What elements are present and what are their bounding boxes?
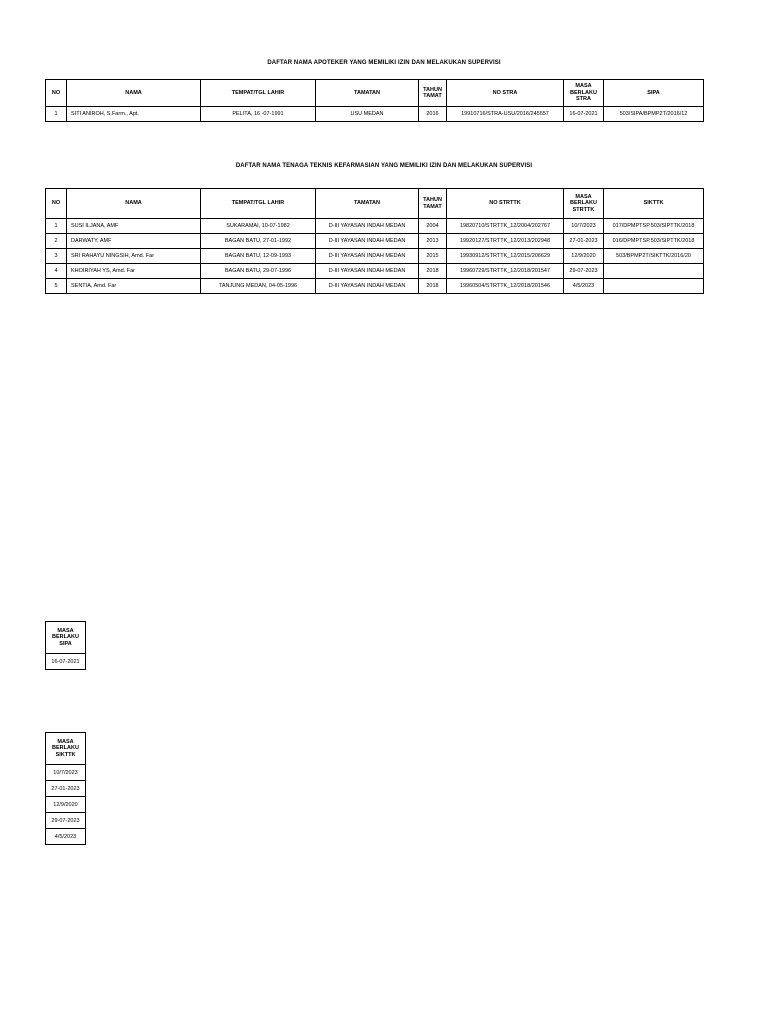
header-ttl: TEMPAT/TGL LAHIR [201,189,316,219]
cell-masa-berlaku: 29-07-2023 [46,813,86,829]
cell-nomor: 19960729/STRTTK_12/2018/201547 [447,264,564,279]
header-nama: NAMA [67,80,201,107]
cell-izin: 503/BPMP2T/SIKTTK/2016/20 [604,249,704,264]
cell-masa-berlaku: 27-01-2023 [46,781,86,797]
cell-ttl: PELITA, 16 -07-1991 [201,107,316,122]
cell-no: 2 [46,234,67,249]
cell-nama: KHOIRIYAH YS, Amd. Far [67,264,201,279]
table-header-row [46,80,704,107]
header-masa-berlaku: MASA BERLAKU STRTTK [564,189,604,219]
cell-izin: 016/DPMPTSP.503/SIPTTK/2018 [604,234,704,249]
cell-tahun-tamat: 2015 [419,249,447,264]
table-row [46,829,86,845]
cell-nama: DARWATY, AMF [67,234,201,249]
cell-ttl: SUKARAMAI, 10-07-1982 [201,219,316,234]
cell-ttl: TANJUNG MEDAN, 04-05-1996 [201,279,316,294]
cell-no: 5 [46,279,67,294]
cell-nomor: 19960504/STRTTK_12/2018/201546 [447,279,564,294]
cell-nama: SRI RAHAYU NINGSIH, Amd. Far [67,249,201,264]
header-tamatan: TAMATAN [316,80,419,107]
table-row [46,654,86,670]
cell-masa-berlaku: 16-07-2021 [564,107,604,122]
header-ttl: TEMPAT/TGL LAHIR [201,80,316,107]
cell-nomor: 19920127/STRTTK_12/2013/202948 [447,234,564,249]
cell-tamatan: D-III YAYASAN INDAH MEDAN [316,279,419,294]
cell-masa-berlaku: 10/7/2023 [564,219,604,234]
header-no-stra: NO STRA [447,80,564,107]
cell-nomor: 19930912/STRTTK_12/2015/206629 [447,249,564,264]
cell-tahun-tamat: 2013 [419,234,447,249]
header-masa-berlaku-sipa: MASA BERLAKU SIPA [46,622,86,654]
cell-tamatan: D-III YAYASAN INDAH MEDAN [316,264,419,279]
table-row [46,219,704,234]
cell-izin [604,264,704,279]
table-row [46,797,86,813]
table-row [46,279,704,294]
table-row [46,234,704,249]
cell-masa-berlaku: 12/9/2020 [564,249,604,264]
cell-masa-berlaku: 4/5/2023 [564,279,604,294]
cell-masa-berlaku: 10/7/2023 [46,765,86,781]
table-row [46,813,86,829]
table-row [46,107,704,122]
cell-tahun-tamat: 2018 [419,264,447,279]
cell-tahun-tamat: 2016 [419,107,447,122]
cell-no: 1 [46,107,67,122]
cell-ttl: BAGAN BATU, 27-01-1992 [201,234,316,249]
cell-tamatan: D-III YAYASAN INDAH MEDAN [316,234,419,249]
masa-sipa-table [45,621,86,670]
header-tamatan: TAMATAN [316,189,419,219]
cell-masa-berlaku: 29-07-2023 [564,264,604,279]
header-sipa: SIPA [604,80,704,107]
header-masa-berlaku-sikttk: MASA BERLAKU SIKTTK [46,733,86,765]
cell-izin: 503/SIPA/BPMP2T/2016/12 [604,107,704,122]
cell-nama: SITI ANIROH, S.Farm., Apt. [67,107,201,122]
table-row [46,781,86,797]
ttk-title: DAFTAR NAMA TENAGA TEKNIS KEFARMASIAN YANG MEMILIKI IZIN DAN MELAKUKAN SUPERVISI [235,163,533,169]
apoteker-table [45,79,704,122]
cell-masa-berlaku: 27-01-2023 [564,234,604,249]
cell-tamatan: D-III YAYASAN INDAH MEDAN [316,219,419,234]
cell-no: 3 [46,249,67,264]
header-tahun-tamat: TAHUN TAMAT [419,189,447,219]
cell-nomor: 19910716/STRA-USU/2016/245557 [447,107,564,122]
cell-no: 4 [46,264,67,279]
cell-ttl: BAGAN BATU, 29-07-1996 [201,264,316,279]
cell-izin [604,279,704,294]
header-nama: NAMA [67,189,201,219]
table-row [46,249,704,264]
cell-masa-berlaku: 16-07-2021 [46,654,86,670]
table-row [46,765,86,781]
table-header-row [46,622,86,654]
cell-tahun-tamat: 2018 [419,279,447,294]
header-no: NO [46,189,67,219]
cell-no: 1 [46,219,67,234]
cell-tahun-tamat: 2004 [419,219,447,234]
header-masa-berlaku: MASA BERLAKU STRA [564,80,604,107]
cell-masa-berlaku: 4/5/2023 [46,829,86,845]
cell-nomor: 19820710/STRTTK_12/2004/202767 [447,219,564,234]
table-row [46,264,704,279]
header-no-strttk: NO STRTTK [447,189,564,219]
cell-nama: SENTIA, Amd. Far [67,279,201,294]
table-header-row [46,733,86,765]
table-header-row [46,189,704,219]
header-sikttk: SIKTTK [604,189,704,219]
cell-tamatan: D-III YAYASAN INDAH MEDAN [316,249,419,264]
header-no: NO [46,80,67,107]
cell-tamatan: USU MEDAN [316,107,419,122]
cell-nama: SUSI ILJANA, AMF [67,219,201,234]
cell-ttl: BAGAN BATU, 12-09-1993 [201,249,316,264]
masa-sikttk-table [45,732,86,845]
ttk-table [45,188,704,294]
cell-masa-berlaku: 12/9/2020 [46,797,86,813]
cell-izin: 017/DPMPTSP.503/SIPTTK/2018 [604,219,704,234]
apoteker-title: DAFTAR NAMA APOTEKER YANG MEMILIKI IZIN DAN MELAKUKAN SUPERVISI [267,60,501,66]
header-tahun-tamat: TAHUN TAMAT [419,80,447,107]
